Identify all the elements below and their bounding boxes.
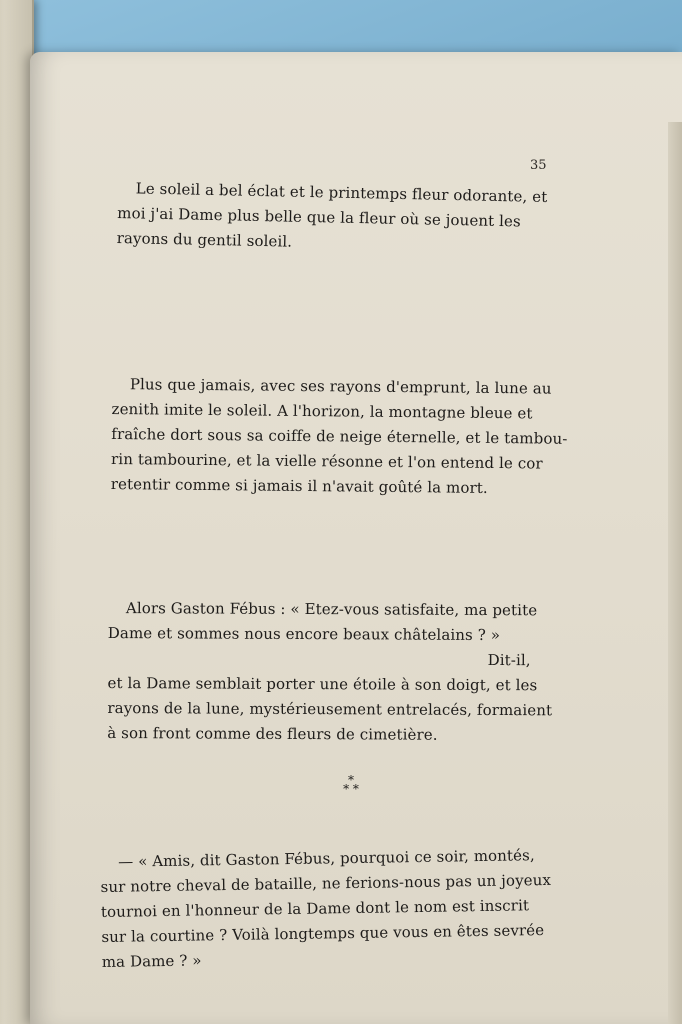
page-number: 35 bbox=[530, 158, 547, 173]
text-line: rayons du gentil soleil. bbox=[116, 228, 293, 251]
paragraph-4 bbox=[100, 843, 552, 975]
text-line: ma Dame ? » bbox=[101, 951, 202, 971]
page-stack-edge bbox=[668, 122, 682, 1024]
text-line: moi j'ai Dame plus belle que la fleur où se jouent les bbox=[117, 203, 522, 231]
text-line: retentir comme si jamais il n'avait goûté la mort. bbox=[110, 474, 488, 497]
text-line: Dit-il, bbox=[487, 650, 531, 670]
text-line: tournoi en l'honneur de la Dame dont le nom est inscrit bbox=[100, 896, 530, 921]
text-line: et la Dame semblait porter une étoile à son doigt, et les bbox=[107, 673, 538, 695]
text-line: rayons de la lune, mystérieusement entrelacés, formaient bbox=[107, 698, 553, 720]
text-line: — « Amis, dit Gaston Fébus, pourquoi ce soir, montés, bbox=[118, 846, 535, 871]
text-line: Plus que jamais, avec ses rayons d'emprunt, la lune au bbox=[129, 375, 552, 398]
text-line: Le soleil a bel éclat et le printemps fleur odorante, et bbox=[135, 179, 548, 206]
text-line: Dame et sommes nous encore beaux châtelains ? » bbox=[107, 623, 501, 645]
paragraph-3 bbox=[107, 596, 552, 748]
facing-page-edge bbox=[0, 0, 34, 1024]
text-line: fraîche dort sous sa coiffe de neige éternelle, et le tambou- bbox=[111, 424, 568, 448]
text-line: Alors Gaston Fébus : « Etez-vous satisfaite, ma petite bbox=[125, 599, 538, 620]
paragraph-2 bbox=[111, 372, 568, 502]
text-line: sur la courtine ? Voilà longtemps que vous en êtes sevrée bbox=[101, 921, 545, 946]
text-line: sur notre cheval de bataille, ne ferions-nous pas un joyeux bbox=[100, 870, 552, 896]
paragraph-1 bbox=[116, 176, 547, 260]
text-line: à son front comme des fleurs de cimetière. bbox=[107, 723, 438, 744]
text-line: rin tambourine, et la vielle résonne et l'on entend le cor bbox=[110, 449, 543, 473]
asterism-separator: * * * bbox=[343, 773, 359, 796]
text-line: zenith imite le soleil. A l'horizon, la montagne bleue et bbox=[111, 399, 533, 423]
